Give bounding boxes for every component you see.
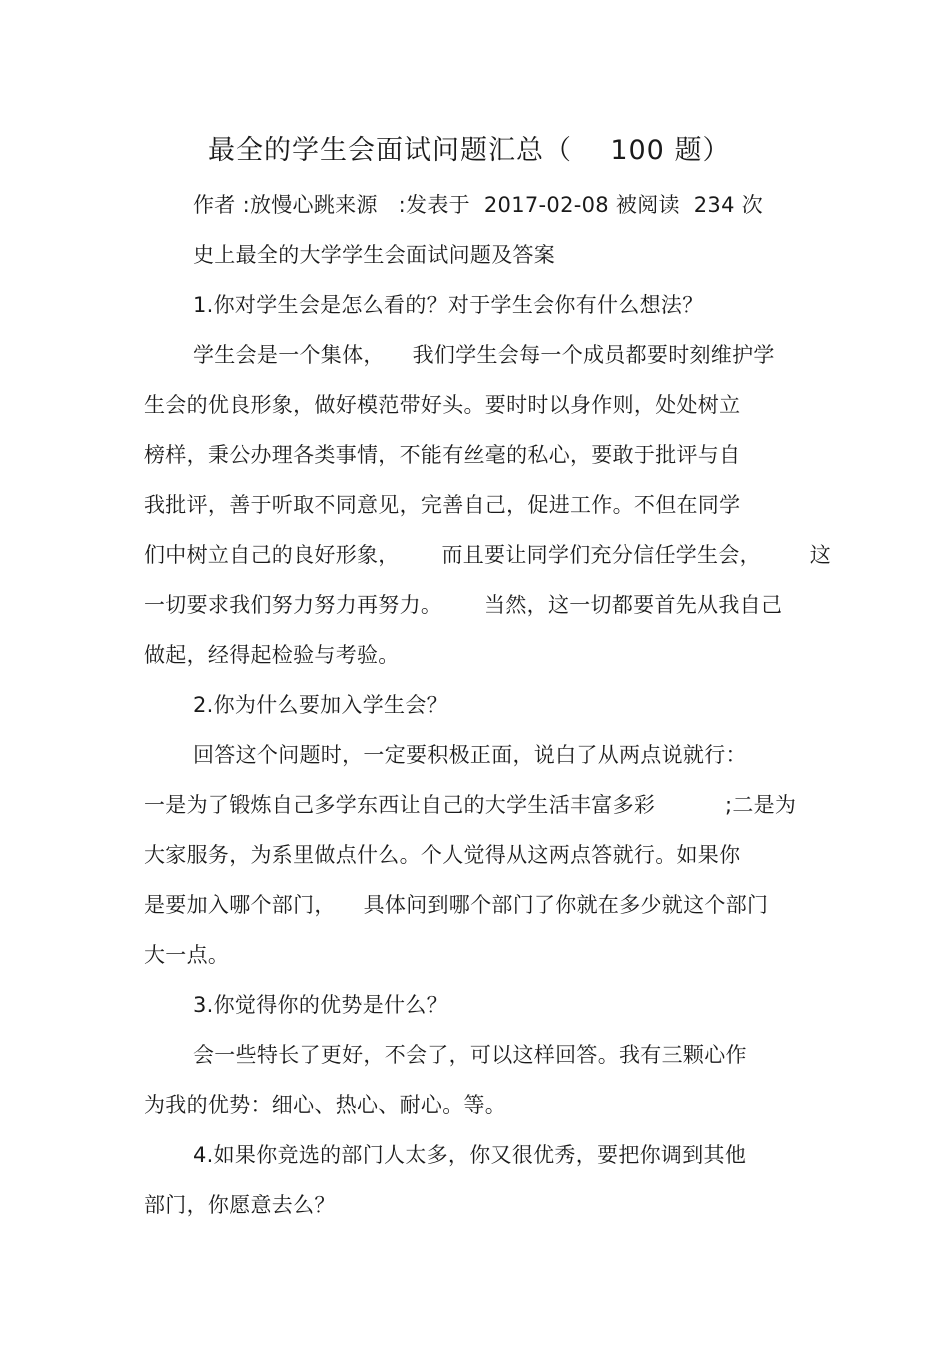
paragraph-line: 一切要求我们努力努力再努力。 当然，这一切都要首先从我自己 — [144, 593, 783, 617]
paragraph-line: 是要加入哪个部门， 具体问到哪个部门了你就在多少就这个部门 — [144, 893, 769, 917]
question-4: 4.如果你竞选的部门人太多，你又很优秀，要把你调到其他 — [193, 1143, 747, 1167]
paragraph-line: 学生会是一个集体， 我们学生会每一个成员都要时刻维护学 — [193, 343, 775, 367]
question-2: 2.你为什么要加入学生会？ — [193, 693, 448, 717]
question-3: 3.你觉得你的优势是什么？ — [193, 993, 448, 1017]
document-subtitle: 史上最全的大学学生会面试问题及答案 — [193, 243, 556, 267]
paragraph-line: 一是为了锻炼自己多学东西让自己的大学生活丰富多彩 ;二是为 — [144, 793, 797, 817]
paragraph-line: 回答这个问题时，一定要积极正面，说白了从两点说就行： — [193, 743, 747, 767]
document-title: 最全的学生会面试问题汇总（ 100 题） — [208, 135, 731, 166]
paragraph-line: 们中树立自己的良好形象， 而且要让同学们充分信任学生会， 这 — [144, 543, 832, 567]
paragraph-line: 会一些特长了更好，不会了，可以这样回答。我有三颗心作 — [193, 1043, 747, 1067]
document-meta: 作者 :放慢心跳来源 :发表于 2017-02-08 被阅读 234 次 — [193, 193, 764, 217]
paragraph-line: 我批评，善于听取不同意见，完善自己，促进工作。不但在同学 — [144, 493, 741, 517]
paragraph-line: 部门，你愿意去么？ — [144, 1193, 336, 1217]
paragraph-line: 榜样，秉公办理各类事情，不能有丝毫的私心，要敢于批评与自 — [144, 443, 741, 467]
paragraph-line: 大家服务，为系里做点什么。个人觉得从这两点答就行。如果你 — [144, 843, 741, 867]
paragraph-line: 为我的优势：细心、热心、耐心。等。 — [144, 1093, 507, 1117]
paragraph-line: 大一点。 — [144, 943, 230, 967]
paragraph-line: 生会的优良形象，做好模范带好头。要时时以身作则，处处树立 — [144, 393, 741, 417]
paragraph-line: 做起，经得起检验与考验。 — [144, 643, 400, 667]
question-1: 1.你对学生会是怎么看的？对于学生会你有什么想法？ — [193, 293, 704, 317]
